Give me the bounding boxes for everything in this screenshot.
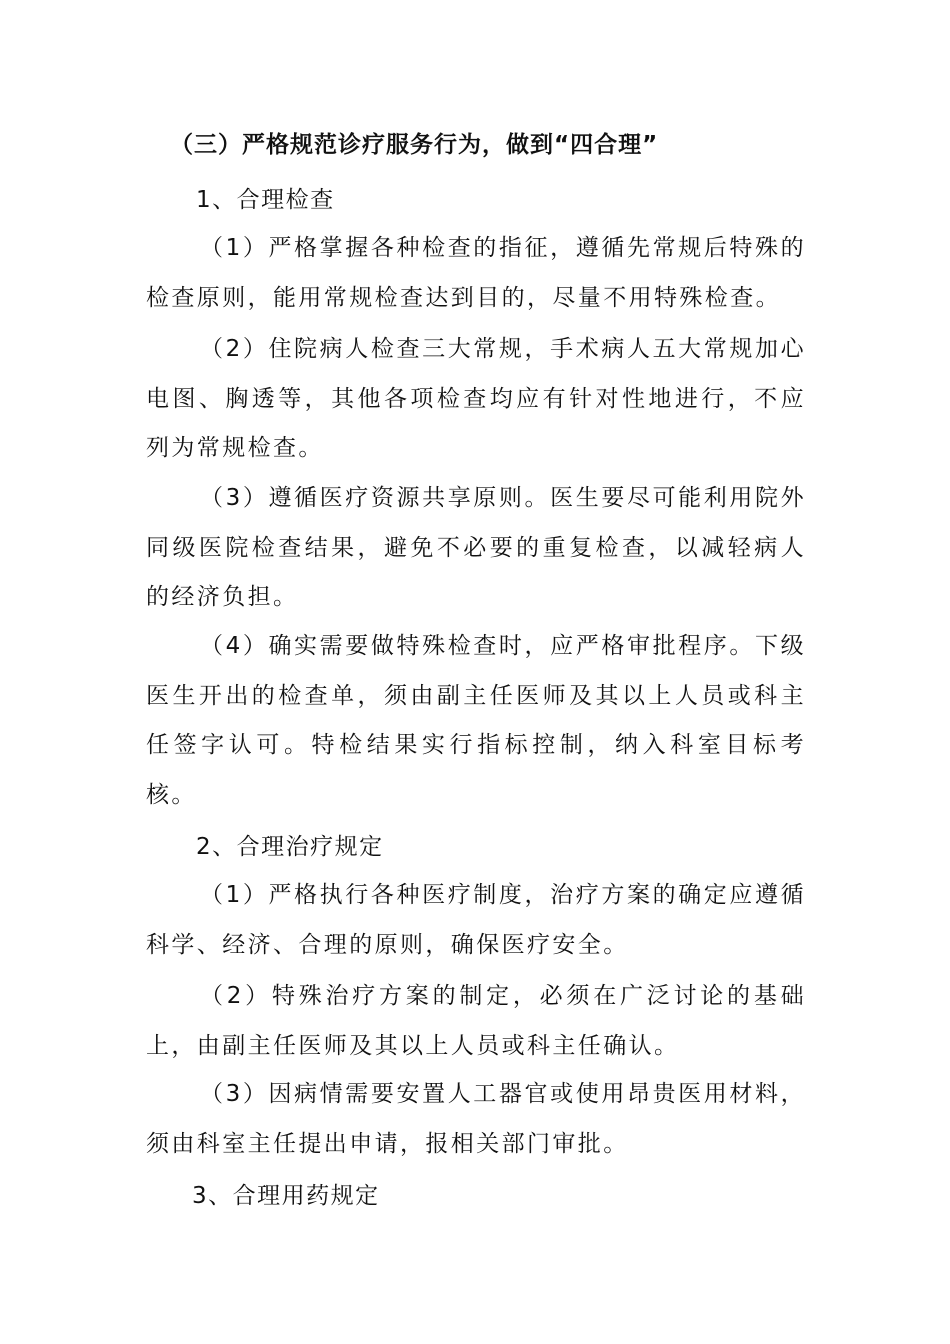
item-title-medication: 3、合理用药规定 — [192, 1183, 380, 1209]
section-heading: （三）严格规范诊疗服务行为，做到“四合理” — [170, 132, 659, 158]
paragraph-exam-4: （4）确实需要做特殊检查时，应严格审批程序。下级医生开出的检查单，须由副主任医师及其以上人员或科主任签字认可。特检结果实行指标控制，纳入科室目标考核。 — [146, 633, 806, 808]
paragraph-exam-2: （2）住院病人检查三大常规，手术病人五大常规加心电图、胸透等，其他各项检查均应有针对性地进行，不应列为常规检查。 — [146, 336, 806, 461]
paragraph-treatment-2: （2）特殊治疗方案的制定，必须在广泛讨论的基础上，由副主任医师及其以上人员或科主任确认。 — [146, 983, 806, 1059]
paragraph-exam-3: （3）遵循医疗资源共享原则。医生要尽可能利用院外同级医院检查结果，避免不必要的重复检查，以减轻病人的经济负担。 — [146, 485, 806, 610]
paragraph-exam-1: （1）严格掌握各种检查的指征，遵循先常规后特殊的检查原则，能用常规检查达到目的，尽量不用特殊检查。 — [146, 235, 806, 311]
paragraph-treatment-1: （1）严格执行各种医疗制度，治疗方案的确定应遵循科学、经济、合理的原则，确保医疗安全。 — [146, 882, 806, 958]
paragraph-treatment-3: （3）因病情需要安置人工器官或使用昂贵医用材料，须由科室主任提出申请，报相关部门审批。 — [146, 1081, 806, 1157]
item-title-treatment: 2、合理治疗规定 — [196, 834, 384, 860]
item-title-exam: 1、合理检查 — [196, 187, 335, 213]
